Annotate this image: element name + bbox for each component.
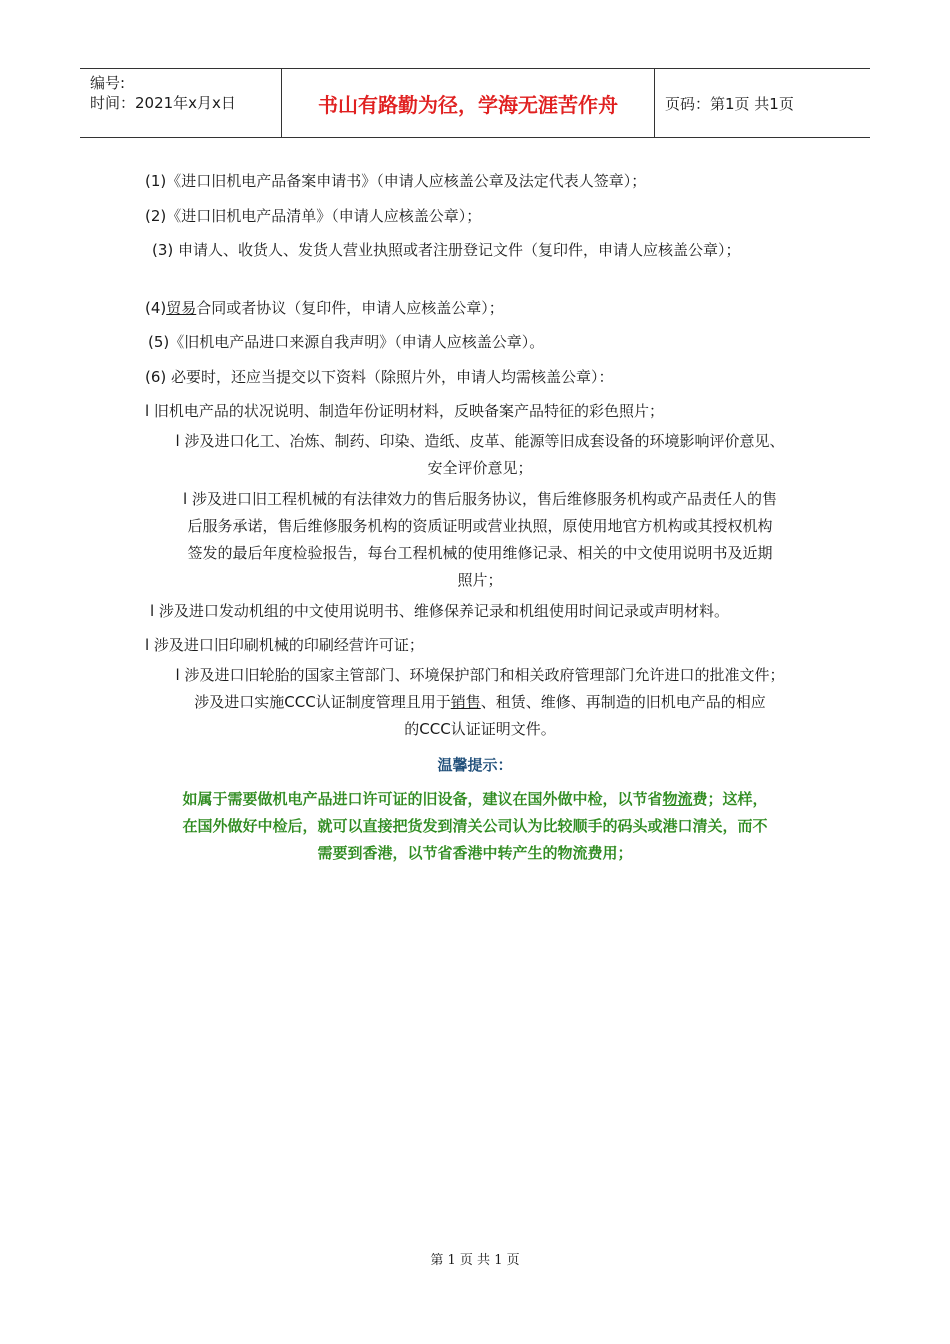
sales-link[interactable]: 销售 [450,693,481,711]
item-6: (6) 必要时，还应当提交以下资料（除照片外，申请人均需核盖公章）： [145,368,614,386]
subitem-2-line-1: l 涉及进口化工、冶炼、制药、印染、造纸、皮革、能源等旧成套设备的环境影响评价意见、 [175,432,785,450]
tip-title: 温馨提示： [437,756,513,774]
tip-line-1-rest: 费；这样， [692,790,768,808]
subitem-3-line-1: l 涉及进口旧工程机械的有法律效力的售后服务协议，售后维修服务机构或产品责任人的售 [183,490,777,508]
trade-link[interactable]: 贸易 [166,299,197,317]
item-4 [145,298,504,318]
item-1: (1)《进口旧机电产品备案申请书》（申请人应核盖公章及法定代表人签章）； [145,172,647,190]
subitem-6 [140,662,820,743]
subitem-6-line-2 [140,689,820,716]
subitem-2-line-2: 安全评价意见； [427,459,533,477]
subitem-1: l 旧机电产品的状况说明、制造年份证明材料，反映备案产品特征的彩色照片； [145,402,664,420]
header-motto: 书山有路勤为径，学海无涯苦作舟 [282,69,655,137]
tip-line-3: 需要到香港，以节省香港中转产生的物流费用； [317,844,633,862]
subitem-5: l 涉及进口旧印刷机械的印刷经营许可证； [145,636,424,654]
tip-line-1-prefix: 如属于需要做机电产品进口许可证的旧设备，建议在国外做中检，以节省 [182,790,663,808]
subitem-2 [140,428,820,482]
logistics-link[interactable]: 物流 [662,790,693,808]
subitem-3-line-2: 后服务承诺，售后维修服务机构的资质证明或营业执照，原使用地官方机构或其授权机构 [187,517,773,535]
subitem-6-prefix: 涉及进口实施CCC认证制度管理且用于 [194,693,451,711]
item-2: (2)《进口旧机电产品清单》（申请人应核盖公章）； [145,207,482,225]
page-header [80,68,870,138]
tip-body [140,786,810,867]
item-5: (5)《旧机电产品进口来源自我声明》（申请人应核盖公章）。 [148,333,545,351]
header-meta [80,69,282,137]
subitem-4: l 涉及进口发动机组的中文使用说明书、维修保养记录和机组使用时间记录或声明材料。 [150,602,729,620]
subitem-6-line-3: 的CCC认证证明文件。 [404,720,556,738]
header-page-info: 页码：第1页 共1页 [665,94,794,113]
subitem-6-rest: 、租赁、维修、再制造的旧机电产品的相应 [480,693,766,711]
subitem-3-line-4: 照片； [457,571,503,589]
item-3: (3) 申请人、收货人、发货人营业执照或者注册登记文件（复印件，申请人应核盖公章）； [152,241,741,259]
subitem-3-line-3: 签发的最后年度检验报告，每台工程机械的使用维修记录、相关的中文使用说明书及近期 [187,544,773,562]
item-4-prefix: (4) [145,299,167,317]
tip-line-1 [140,786,810,813]
item-4-rest: 合同或者协议（复印件，申请人应核盖公章）； [196,299,504,317]
tip-line-2: 在国外做好中检后，就可以直接把货发到清关公司认为比较顺手的码头或港口清关，而不 [182,817,768,835]
page-footer: 第 1 页 共 1 页 [430,1253,520,1268]
subitem-3 [140,486,820,594]
number-label: 编号: [90,74,126,92]
subitem-6-line-1: l 涉及进口旧轮胎的国家主管部门、环境保护部门和相关政府管理部门允许进口的批准文件； [175,666,785,684]
time-label: 时间：2021年x月x日 [90,94,236,112]
